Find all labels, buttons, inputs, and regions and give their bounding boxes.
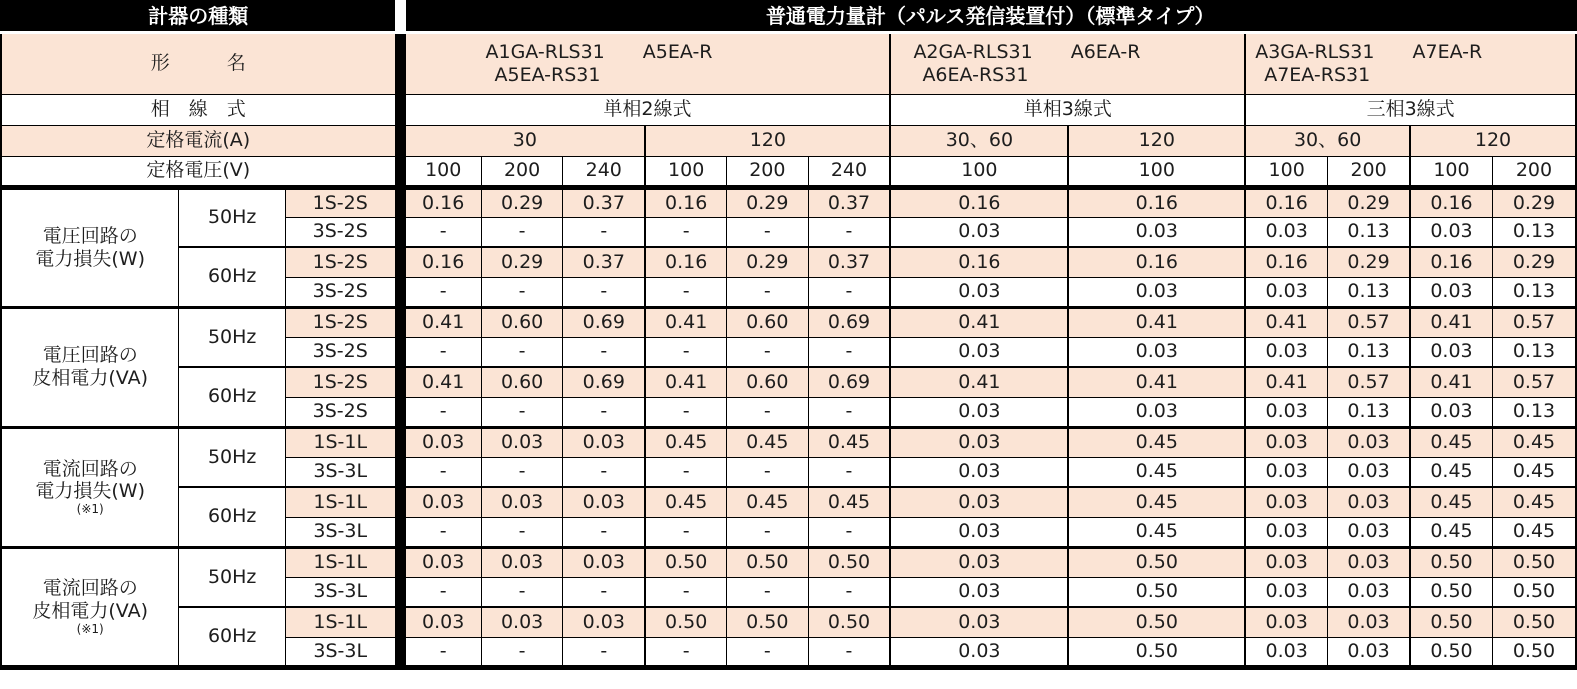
value-cell: 0.03 bbox=[563, 547, 645, 577]
value-cell: 0.03 bbox=[400, 427, 481, 457]
value-cell: 0.45 bbox=[1492, 517, 1576, 547]
current-value: 30、60 bbox=[890, 125, 1068, 156]
value-cell: 0.03 bbox=[1410, 397, 1492, 427]
value-cell: - bbox=[808, 577, 890, 607]
voltage-value: 100 bbox=[1245, 156, 1327, 187]
value-cell: 0.45 bbox=[1492, 457, 1576, 487]
value-cell: 0.41 bbox=[890, 367, 1068, 397]
value-cell: 0.57 bbox=[1328, 367, 1410, 397]
value-cell: 0.50 bbox=[1492, 637, 1576, 667]
row-group-note: (※1) bbox=[76, 621, 104, 636]
frequency-label: 60Hz bbox=[179, 247, 286, 307]
value-cell: 0.45 bbox=[1410, 487, 1492, 517]
model-group-1-line2: A5EA-RS31 bbox=[494, 63, 601, 86]
value-cell: 0.03 bbox=[400, 547, 481, 577]
frequency-label: 50Hz bbox=[179, 307, 286, 367]
value-cell: 0.57 bbox=[1492, 367, 1576, 397]
value-cell: 0.50 bbox=[727, 547, 808, 577]
value-cell: 0.03 bbox=[1245, 277, 1327, 307]
value-cell: - bbox=[808, 457, 890, 487]
wiring-label: 1S-1L bbox=[285, 427, 400, 457]
value-cell: 0.41 bbox=[645, 307, 726, 337]
wiring-label: 3S-2S bbox=[285, 217, 400, 247]
value-cell: 0.41 bbox=[1245, 307, 1327, 337]
value-cell: - bbox=[563, 217, 645, 247]
value-cell: 0.37 bbox=[808, 187, 890, 217]
value-cell: 0.03 bbox=[481, 607, 562, 637]
row-group-label bbox=[1, 547, 179, 667]
value-cell: 0.50 bbox=[1410, 547, 1492, 577]
value-cell: 0.50 bbox=[1492, 547, 1576, 577]
value-cell: 0.45 bbox=[1410, 517, 1492, 547]
value-cell: 0.37 bbox=[563, 187, 645, 217]
value-cell: - bbox=[808, 397, 890, 427]
value-cell: - bbox=[400, 277, 481, 307]
value-cell: 0.29 bbox=[481, 247, 562, 277]
value-cell: 0.03 bbox=[1328, 607, 1410, 637]
value-cell: 0.50 bbox=[645, 547, 726, 577]
value-cell: 0.03 bbox=[1328, 637, 1410, 667]
current-value: 30 bbox=[400, 125, 645, 156]
row-group-label-line1: 電流回路の bbox=[42, 457, 138, 480]
value-cell: 0.03 bbox=[1328, 487, 1410, 517]
value-cell: 0.16 bbox=[1410, 247, 1492, 277]
value-cell: 0.45 bbox=[727, 427, 808, 457]
value-cell: 0.41 bbox=[645, 367, 726, 397]
value-cell: - bbox=[563, 637, 645, 667]
value-cell: 0.03 bbox=[890, 397, 1068, 427]
value-cell: 0.60 bbox=[727, 307, 808, 337]
phase-wire-row bbox=[1, 94, 1576, 125]
value-cell: 0.13 bbox=[1328, 397, 1410, 427]
value-cell: - bbox=[481, 217, 562, 247]
value-cell: - bbox=[808, 637, 890, 667]
rated-voltage-row bbox=[1, 156, 1576, 187]
wiring-label: 3S-3L bbox=[285, 637, 400, 667]
voltage-value: 100 bbox=[645, 156, 726, 187]
value-cell: 0.41 bbox=[1245, 367, 1327, 397]
value-cell: - bbox=[727, 577, 808, 607]
value-cell: - bbox=[563, 517, 645, 547]
value-cell: 0.03 bbox=[890, 637, 1068, 667]
value-cell: - bbox=[400, 337, 481, 367]
value-cell: 0.45 bbox=[808, 427, 890, 457]
value-cell: 0.03 bbox=[890, 517, 1068, 547]
value-cell: 0.03 bbox=[1245, 427, 1327, 457]
value-cell: 0.60 bbox=[481, 307, 562, 337]
value-cell: 0.03 bbox=[1410, 217, 1492, 247]
value-cell: 0.45 bbox=[808, 487, 890, 517]
value-cell: - bbox=[645, 457, 726, 487]
value-cell: 0.13 bbox=[1492, 217, 1576, 247]
value-cell: 0.03 bbox=[890, 427, 1068, 457]
value-cell: 0.45 bbox=[1492, 427, 1576, 457]
value-cell: 0.16 bbox=[890, 247, 1068, 277]
value-cell: 0.50 bbox=[645, 607, 726, 637]
product-type-header: 普通電力量計（パルス発信装置付）（標準タイプ） bbox=[400, 1, 1576, 32]
value-cell: 0.50 bbox=[1410, 607, 1492, 637]
value-cell: 0.45 bbox=[645, 487, 726, 517]
value-cell: 0.03 bbox=[1068, 217, 1245, 247]
value-cell: 0.03 bbox=[1328, 547, 1410, 577]
value-cell: 0.03 bbox=[1068, 277, 1245, 307]
value-cell: 0.03 bbox=[1245, 577, 1327, 607]
value-cell: 0.13 bbox=[1328, 217, 1410, 247]
row-group-label-line2: 皮相電力(VA) bbox=[32, 367, 148, 389]
spec-row bbox=[1, 487, 1576, 517]
current-value: 120 bbox=[1068, 125, 1245, 156]
value-cell: - bbox=[481, 637, 562, 667]
row-group-label-line2: 電力損失(W) bbox=[35, 247, 145, 270]
value-cell: - bbox=[563, 457, 645, 487]
spec-row bbox=[1, 307, 1576, 337]
model-row-label: 形 名 bbox=[1, 32, 400, 94]
value-cell: 0.13 bbox=[1492, 337, 1576, 367]
value-cell: - bbox=[727, 637, 808, 667]
value-cell: - bbox=[645, 397, 726, 427]
row-group-label bbox=[1, 307, 179, 427]
voltage-value: 100 bbox=[1068, 156, 1245, 187]
value-cell: - bbox=[645, 337, 726, 367]
value-cell: 0.45 bbox=[1068, 427, 1245, 457]
model-name-row bbox=[1, 32, 1576, 94]
value-cell: 0.03 bbox=[1245, 517, 1327, 547]
value-cell: - bbox=[645, 577, 726, 607]
value-cell: 0.03 bbox=[1068, 337, 1245, 367]
current-value: 120 bbox=[645, 125, 890, 156]
value-cell: 0.69 bbox=[563, 367, 645, 397]
value-cell: - bbox=[808, 277, 890, 307]
phase-row-label: 相 線 式 bbox=[1, 94, 400, 125]
value-cell: - bbox=[727, 337, 808, 367]
value-cell: 0.03 bbox=[1245, 397, 1327, 427]
value-cell: 0.03 bbox=[563, 427, 645, 457]
value-cell: 0.16 bbox=[890, 187, 1068, 217]
value-cell: 0.29 bbox=[1328, 187, 1410, 217]
value-cell: 0.03 bbox=[890, 607, 1068, 637]
voltage-value: 240 bbox=[563, 156, 645, 187]
wiring-label: 1S-2S bbox=[285, 247, 400, 277]
wiring-label: 1S-2S bbox=[285, 367, 400, 397]
phase-single-2wire: 単相2線式 bbox=[400, 94, 890, 125]
value-cell: 0.29 bbox=[1492, 187, 1576, 217]
wiring-label: 3S-2S bbox=[285, 337, 400, 367]
value-cell: 0.41 bbox=[1068, 307, 1245, 337]
wiring-label: 3S-3L bbox=[285, 457, 400, 487]
value-cell: 0.03 bbox=[563, 487, 645, 517]
value-cell: - bbox=[808, 217, 890, 247]
value-cell: 0.37 bbox=[808, 247, 890, 277]
frequency-label: 60Hz bbox=[179, 367, 286, 427]
value-cell: 0.03 bbox=[1245, 637, 1327, 667]
value-cell: 0.03 bbox=[890, 577, 1068, 607]
wiring-label: 3S-2S bbox=[285, 277, 400, 307]
row-group-label-line1: 電圧回路の bbox=[42, 344, 138, 367]
phase-three-3wire: 三相3線式 bbox=[1245, 94, 1576, 125]
value-cell: 0.41 bbox=[1410, 307, 1492, 337]
model-group-2 bbox=[890, 32, 1245, 94]
value-cell: 0.16 bbox=[1410, 187, 1492, 217]
value-cell: 0.41 bbox=[400, 367, 481, 397]
value-cell: 0.57 bbox=[1492, 307, 1576, 337]
value-cell: 0.03 bbox=[1245, 607, 1327, 637]
value-cell: 0.13 bbox=[1328, 277, 1410, 307]
wiring-label: 1S-2S bbox=[285, 307, 400, 337]
value-cell: 0.45 bbox=[1068, 457, 1245, 487]
value-cell: 0.50 bbox=[1410, 577, 1492, 607]
value-cell: 0.45 bbox=[1068, 487, 1245, 517]
row-group-label bbox=[1, 427, 179, 547]
wiring-label: 3S-3L bbox=[285, 517, 400, 547]
value-cell: - bbox=[481, 577, 562, 607]
frequency-label: 60Hz bbox=[179, 487, 286, 547]
value-cell: 0.03 bbox=[890, 487, 1068, 517]
value-cell: 0.13 bbox=[1328, 337, 1410, 367]
value-cell: 0.03 bbox=[400, 607, 481, 637]
voltage-value: 100 bbox=[890, 156, 1068, 187]
value-cell: - bbox=[727, 397, 808, 427]
value-cell: 0.69 bbox=[808, 367, 890, 397]
value-cell: 0.50 bbox=[808, 607, 890, 637]
spec-row bbox=[1, 367, 1576, 397]
value-cell: 0.03 bbox=[1410, 337, 1492, 367]
value-cell: 0.03 bbox=[1245, 487, 1327, 517]
row-group-label-line1: 電圧回路の bbox=[42, 224, 138, 247]
model-group-1 bbox=[400, 32, 890, 94]
value-cell: 0.60 bbox=[727, 367, 808, 397]
value-cell: 0.03 bbox=[1245, 337, 1327, 367]
voltage-row-label: 定格電圧(V) bbox=[1, 156, 400, 187]
value-cell: 0.03 bbox=[890, 337, 1068, 367]
value-cell: 0.50 bbox=[1068, 607, 1245, 637]
value-cell: - bbox=[481, 337, 562, 367]
value-cell: 0.50 bbox=[808, 547, 890, 577]
value-cell: - bbox=[400, 637, 481, 667]
model-group-3-line2: A7EA-RS31 bbox=[1264, 63, 1371, 86]
value-cell: 0.29 bbox=[1328, 247, 1410, 277]
frequency-label: 60Hz bbox=[179, 607, 286, 667]
value-cell: 0.50 bbox=[1068, 577, 1245, 607]
value-cell: 0.03 bbox=[1410, 277, 1492, 307]
value-cell: - bbox=[645, 517, 726, 547]
value-cell: 0.60 bbox=[481, 367, 562, 397]
row-group-note: (※1) bbox=[76, 502, 104, 517]
value-cell: - bbox=[645, 637, 726, 667]
value-cell: 0.16 bbox=[1245, 247, 1327, 277]
model-group-1-line1: A1GA-RLS31 A5EA-R bbox=[485, 40, 713, 63]
value-cell: 0.13 bbox=[1492, 277, 1576, 307]
value-cell: 0.45 bbox=[645, 427, 726, 457]
wiring-label: 1S-2S bbox=[285, 187, 400, 217]
value-cell: - bbox=[481, 457, 562, 487]
value-cell: 0.13 bbox=[1492, 397, 1576, 427]
value-cell: 0.45 bbox=[1410, 427, 1492, 457]
value-cell: - bbox=[563, 397, 645, 427]
row-group-label-line2: 皮相電力(VA) bbox=[32, 599, 148, 622]
value-cell: - bbox=[400, 577, 481, 607]
value-cell: 0.03 bbox=[1328, 457, 1410, 487]
value-cell: - bbox=[727, 277, 808, 307]
spec-row bbox=[1, 427, 1576, 457]
value-cell: 0.29 bbox=[727, 247, 808, 277]
value-cell: 0.03 bbox=[1068, 397, 1245, 427]
value-cell: 0.57 bbox=[1328, 307, 1410, 337]
value-cell: 0.41 bbox=[890, 307, 1068, 337]
value-cell: 0.16 bbox=[645, 187, 726, 217]
value-cell: 0.03 bbox=[400, 487, 481, 517]
value-cell: 0.50 bbox=[1492, 577, 1576, 607]
value-cell: 0.69 bbox=[563, 307, 645, 337]
value-cell: 0.45 bbox=[1068, 517, 1245, 547]
value-cell: 0.45 bbox=[1410, 457, 1492, 487]
model-group-2-line2: A6EA-RS31 bbox=[922, 63, 1029, 86]
meter-type-header: 計器の種類 bbox=[1, 1, 400, 32]
value-cell: 0.37 bbox=[563, 247, 645, 277]
current-value: 30、60 bbox=[1245, 125, 1410, 156]
value-cell: 0.03 bbox=[1328, 577, 1410, 607]
value-cell: - bbox=[727, 217, 808, 247]
spec-row bbox=[1, 247, 1576, 277]
voltage-value: 200 bbox=[1492, 156, 1576, 187]
voltage-value: 240 bbox=[808, 156, 890, 187]
voltage-value: 200 bbox=[727, 156, 808, 187]
value-cell: - bbox=[727, 457, 808, 487]
value-cell: 0.16 bbox=[400, 247, 481, 277]
value-cell: 0.03 bbox=[563, 607, 645, 637]
value-cell: 0.69 bbox=[808, 307, 890, 337]
value-cell: 0.03 bbox=[890, 217, 1068, 247]
value-cell: 0.03 bbox=[1245, 457, 1327, 487]
wiring-label: 3S-2S bbox=[285, 397, 400, 427]
value-cell: - bbox=[727, 517, 808, 547]
value-cell: - bbox=[563, 577, 645, 607]
model-group-2-line1: A2GA-RLS31 A6EA-R bbox=[913, 40, 1141, 63]
top-header-row bbox=[1, 1, 1576, 32]
value-cell: - bbox=[400, 457, 481, 487]
value-cell: 0.50 bbox=[727, 607, 808, 637]
wiring-label: 1S-1L bbox=[285, 607, 400, 637]
spec-row bbox=[1, 547, 1576, 577]
value-cell: 0.03 bbox=[481, 427, 562, 457]
value-cell: 0.03 bbox=[890, 547, 1068, 577]
value-cell: 0.16 bbox=[1068, 187, 1245, 217]
spec-row bbox=[1, 607, 1576, 637]
value-cell: 0.50 bbox=[1068, 637, 1245, 667]
value-cell: 0.29 bbox=[481, 187, 562, 217]
value-cell: - bbox=[481, 517, 562, 547]
model-group-3 bbox=[1245, 32, 1576, 94]
phase-single-3wire: 単相3線式 bbox=[890, 94, 1245, 125]
value-cell: 0.03 bbox=[890, 277, 1068, 307]
value-cell: 0.41 bbox=[400, 307, 481, 337]
value-cell: 0.03 bbox=[1328, 427, 1410, 457]
row-group-label bbox=[1, 187, 179, 307]
value-cell: 0.16 bbox=[1068, 247, 1245, 277]
voltage-value: 200 bbox=[481, 156, 562, 187]
value-cell: - bbox=[645, 217, 726, 247]
value-cell: 0.41 bbox=[1410, 367, 1492, 397]
voltage-value: 100 bbox=[400, 156, 481, 187]
value-cell: - bbox=[481, 277, 562, 307]
voltage-value: 100 bbox=[1410, 156, 1492, 187]
value-cell: 0.16 bbox=[400, 187, 481, 217]
value-cell: - bbox=[808, 337, 890, 367]
wiring-label: 1S-1L bbox=[285, 487, 400, 517]
value-cell: 0.29 bbox=[727, 187, 808, 217]
current-value: 120 bbox=[1410, 125, 1576, 156]
frequency-label: 50Hz bbox=[179, 547, 286, 607]
value-cell: 0.03 bbox=[890, 457, 1068, 487]
value-cell: - bbox=[400, 397, 481, 427]
value-cell: 0.03 bbox=[481, 547, 562, 577]
value-cell: - bbox=[400, 517, 481, 547]
value-cell: 0.16 bbox=[1245, 187, 1327, 217]
value-cell: 0.45 bbox=[727, 487, 808, 517]
spec-row bbox=[1, 187, 1576, 217]
value-cell: 0.50 bbox=[1068, 547, 1245, 577]
row-group-label-line1: 電流回路の bbox=[42, 577, 138, 600]
rated-current-row bbox=[1, 125, 1576, 156]
frequency-label: 50Hz bbox=[179, 187, 286, 247]
row-group-label-line2: 電力損失(W) bbox=[35, 480, 145, 503]
value-cell: 0.41 bbox=[1068, 367, 1245, 397]
value-cell: 0.03 bbox=[1245, 217, 1327, 247]
value-cell: 0.03 bbox=[1328, 517, 1410, 547]
value-cell: 0.03 bbox=[481, 487, 562, 517]
value-cell: - bbox=[645, 277, 726, 307]
value-cell: - bbox=[808, 517, 890, 547]
model-group-3-line1: A3GA-RLS31 A7EA-R bbox=[1255, 40, 1483, 63]
value-cell: 0.16 bbox=[645, 247, 726, 277]
value-cell: - bbox=[563, 337, 645, 367]
current-row-label: 定格電流(A) bbox=[1, 125, 400, 156]
value-cell: - bbox=[400, 217, 481, 247]
value-cell: 0.45 bbox=[1492, 487, 1576, 517]
value-cell: - bbox=[481, 397, 562, 427]
value-cell: - bbox=[563, 277, 645, 307]
value-cell: 0.29 bbox=[1492, 247, 1576, 277]
wiring-label: 3S-3L bbox=[285, 577, 400, 607]
value-cell: 0.50 bbox=[1492, 607, 1576, 637]
frequency-label: 50Hz bbox=[179, 427, 286, 487]
voltage-value: 200 bbox=[1328, 156, 1410, 187]
value-cell: 0.03 bbox=[1245, 547, 1327, 577]
wiring-label: 1S-1L bbox=[285, 547, 400, 577]
value-cell: 0.50 bbox=[1410, 637, 1492, 667]
